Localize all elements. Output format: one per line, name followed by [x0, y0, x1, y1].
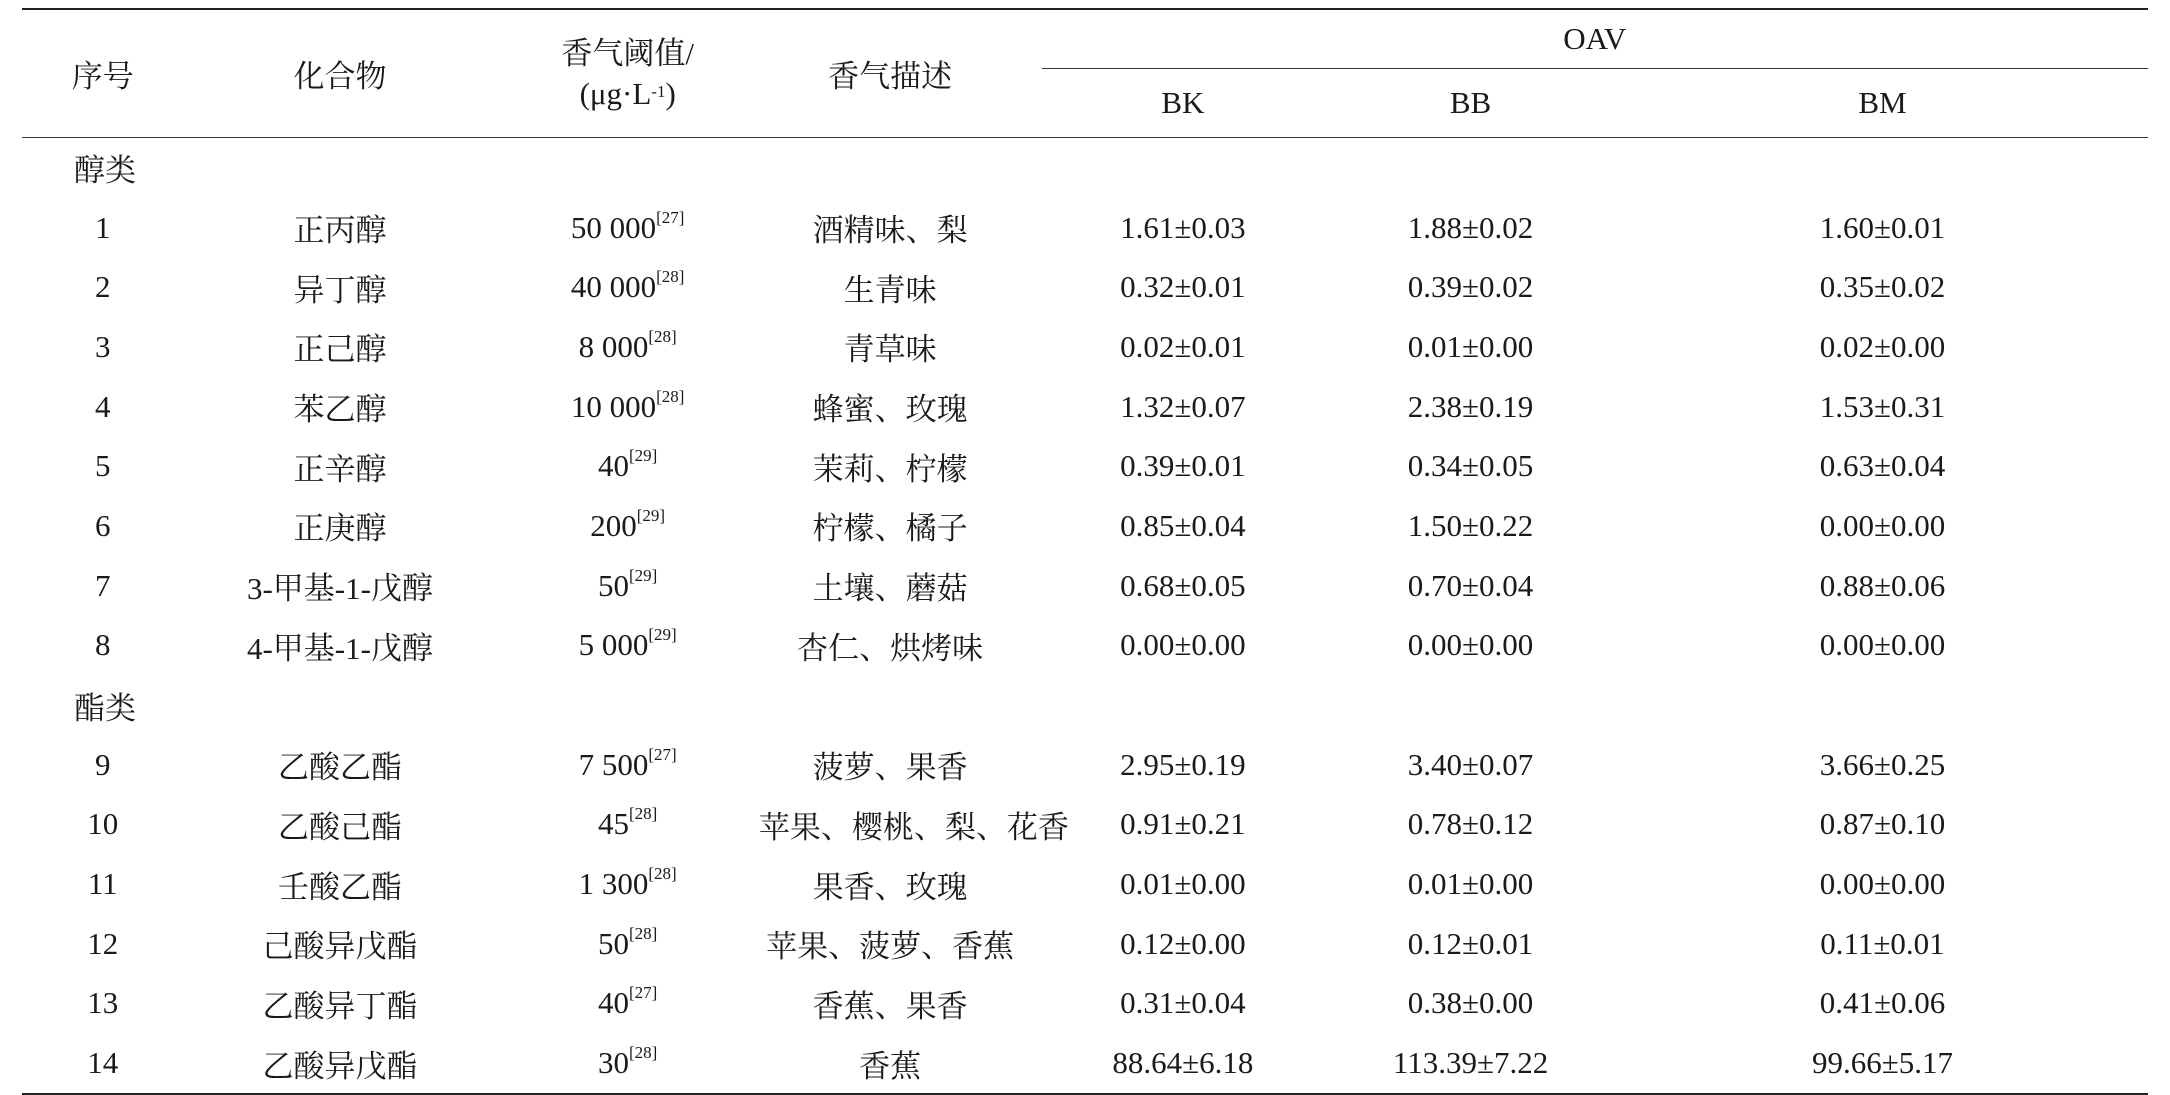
header-threshold: [496, 9, 758, 138]
cell-bk: 0.31±0.04: [1120, 985, 1246, 1021]
cell-bm: 1.53±0.31: [1819, 388, 1946, 424]
table-row: [22, 616, 2148, 676]
table-row: [22, 556, 2148, 616]
cell-bm: 0.00±0.00: [1819, 866, 1946, 902]
table-header: [22, 9, 2148, 138]
cell-aroma: 香蕉、果香: [812, 988, 968, 1024]
threshold-value: 8 000: [578, 328, 649, 364]
threshold-reference: [29]: [629, 565, 658, 585]
cell-bk: 0.68±0.05: [1120, 567, 1246, 603]
cell-bk: 0.12±0.00: [1120, 925, 1246, 961]
cell-threshold: [496, 914, 758, 974]
cell-compound: 乙酸己酯: [277, 809, 402, 845]
group-label: 醇类: [74, 153, 136, 189]
cell-spacer: [1021, 436, 1041, 496]
header-threshold-line2: [496, 74, 758, 114]
cell-bk: 0.85±0.04: [1120, 507, 1246, 543]
header-threshold-close: ): [665, 75, 676, 111]
cell-bm: 99.66±5.17: [1617, 1033, 2148, 1094]
cell-index: 1: [95, 209, 111, 245]
header-bb: BB: [1324, 69, 1617, 138]
cell-aroma: 香蕉: [759, 1033, 1021, 1094]
cell-bb: 0.01±0.00: [1407, 328, 1534, 364]
cell-bm: 0.35±0.02: [1819, 269, 1946, 305]
table-row: [22, 496, 2148, 556]
cell-bk: 0.01±0.00: [1120, 866, 1246, 902]
cell-spacer: [1021, 616, 1041, 676]
group-label: 酯类: [74, 690, 136, 726]
threshold-reference: [28]: [656, 267, 685, 287]
cell-spacer: [1021, 496, 1041, 556]
cell-index: 7: [95, 567, 111, 603]
cell-bk: 0.39±0.01: [1120, 448, 1246, 484]
threshold-value: 45: [598, 806, 630, 842]
cell-index: 2: [95, 269, 111, 305]
table-row: [22, 377, 2148, 437]
cell-index: 3: [95, 328, 111, 364]
threshold-reference: [28]: [648, 864, 677, 884]
cell-aroma: 蜂蜜、玫瑰: [812, 392, 968, 428]
cell-compound: 3-甲基-1-戊醇: [246, 571, 433, 607]
cell-bm: 0.00±0.00: [1819, 507, 1946, 543]
header-oav: OAV: [1042, 9, 2148, 69]
threshold-value: 5 000: [578, 627, 649, 663]
table-row: [22, 198, 2148, 258]
group-filler: [496, 675, 2148, 735]
cell-bb: 3.40±0.07: [1407, 746, 1534, 782]
cell-index: 8: [95, 627, 111, 663]
cell-index: 9: [95, 746, 111, 782]
cell-bb: 113.39±7.22: [1324, 1033, 1617, 1094]
table-row: [22, 914, 2148, 974]
threshold-value: 40: [598, 985, 630, 1021]
header-threshold-unit: (μg·L: [579, 75, 652, 111]
threshold-value: 1 300: [578, 866, 649, 902]
header-index: 序号: [22, 9, 184, 138]
cell-spacer: [1021, 1033, 1041, 1094]
cell-spacer: [1021, 974, 1041, 1034]
cell-index: 5: [95, 448, 111, 484]
cell-compound: 正己醇: [293, 332, 387, 368]
header-bk: BK: [1042, 69, 1325, 138]
threshold-reference: [28]: [648, 326, 677, 346]
threshold-value: 30: [598, 1045, 630, 1081]
cell-threshold: [496, 795, 758, 855]
group-row: [22, 675, 2148, 735]
cell-aroma: 酒精味、梨: [812, 213, 968, 249]
threshold-value: 10 000: [570, 388, 657, 424]
cell-compound: 正辛醇: [293, 451, 387, 487]
threshold-reference: [27]: [629, 983, 658, 1003]
threshold-value: 40 000: [570, 269, 657, 305]
cell-bm: 0.87±0.10: [1819, 806, 1946, 842]
cell-bb: 2.38±0.19: [1407, 388, 1534, 424]
cell-threshold: [496, 257, 758, 317]
cell-aroma: 土壤、蘑菇: [812, 571, 968, 607]
header-threshold-line1: 香气阈值/: [561, 35, 694, 71]
cell-threshold: [496, 436, 758, 496]
cell-bb: 0.78±0.12: [1407, 806, 1534, 842]
cell-bb: 0.39±0.02: [1407, 269, 1534, 305]
threshold-reference: [29]: [629, 446, 658, 466]
cell-compound: 乙酸异戊酯: [184, 1033, 497, 1094]
threshold-value: 50: [598, 567, 630, 603]
cell-index: 10: [87, 806, 119, 842]
cell-aroma: 茉莉、柠檬: [812, 451, 968, 487]
cell-spacer: [1021, 556, 1041, 616]
cell-threshold: [496, 317, 758, 377]
oav-table-container: [22, 8, 2148, 1095]
cell-index: 4: [95, 388, 111, 424]
cell-compound: 苯乙醇: [293, 392, 387, 428]
cell-compound: 正庚醇: [293, 511, 387, 547]
cell-threshold: [496, 974, 758, 1034]
cell-bm: 3.66±0.25: [1819, 746, 1946, 782]
cell-spacer: [1021, 377, 1041, 437]
cell-aroma: 果香、玫瑰: [812, 869, 968, 905]
cell-bb: 1.88±0.02: [1407, 209, 1534, 245]
cell-aroma: 青草味: [843, 332, 937, 368]
cell-spacer: [1021, 257, 1041, 317]
cell-threshold: [496, 854, 758, 914]
cell-bm: 0.11±0.01: [1820, 925, 1945, 961]
cell-bb: 1.50±0.22: [1407, 507, 1534, 543]
cell-threshold: [496, 496, 758, 556]
table-row: [22, 257, 2148, 317]
cell-threshold: [496, 616, 758, 676]
cell-threshold: [496, 556, 758, 616]
cell-aroma: 生青味: [843, 272, 937, 308]
table-row: [22, 317, 2148, 377]
cell-index: 11: [87, 866, 118, 902]
cell-bk: 88.64±6.18: [1042, 1033, 1325, 1094]
cell-compound: 己酸异戊酯: [262, 929, 418, 965]
threshold-value: 40: [598, 448, 630, 484]
cell-spacer: [1021, 854, 1041, 914]
cell-bb: 0.01±0.00: [1407, 866, 1534, 902]
table-row: [22, 974, 2148, 1034]
cell-compound: 乙酸乙酯: [277, 750, 402, 786]
group-row: [22, 138, 2148, 198]
threshold-value: 50 000: [570, 209, 657, 245]
threshold-reference: [27]: [648, 744, 677, 764]
threshold-reference: [27]: [656, 207, 685, 227]
table-row: [22, 436, 2148, 496]
cell-bm: 0.63±0.04: [1819, 448, 1946, 484]
cell-threshold: [496, 735, 758, 795]
cell-index: 13: [87, 985, 119, 1021]
cell-bm: 0.00±0.00: [1819, 627, 1946, 663]
cell-bk: 0.00±0.00: [1120, 627, 1246, 663]
cell-bm: 1.60±0.01: [1819, 209, 1946, 245]
cell-aroma: 苹果、樱桃、梨、花香: [758, 809, 1069, 845]
header-bm: BM: [1617, 69, 2148, 138]
cell-bk: 1.32±0.07: [1120, 388, 1246, 424]
cell-bm: 0.88±0.06: [1819, 567, 1946, 603]
cell-compound: 异丁醇: [293, 272, 387, 308]
cell-bm: 0.41±0.06: [1819, 985, 1946, 1021]
header-spacer: [1021, 9, 1041, 138]
table-row: [22, 1033, 2148, 1094]
cell-bb: 0.70±0.04: [1407, 567, 1534, 603]
cell-compound: 壬酸乙酯: [277, 869, 402, 905]
cell-bk: 0.02±0.01: [1120, 328, 1246, 364]
cell-bb: 0.38±0.00: [1407, 985, 1534, 1021]
cell-spacer: [1021, 914, 1041, 974]
cell-aroma: 苹果、菠萝、香蕉: [766, 929, 1015, 965]
table-row: [22, 854, 2148, 914]
cell-bb: 0.00±0.00: [1407, 627, 1534, 663]
cell-compound: 正丙醇: [293, 213, 387, 249]
cell-bk: 1.61±0.03: [1120, 209, 1246, 245]
cell-index: 12: [87, 925, 119, 961]
threshold-reference: [29]: [636, 505, 666, 525]
cell-threshold: [496, 377, 758, 437]
threshold-reference: [28]: [629, 804, 658, 824]
group-filler: [496, 138, 2148, 198]
threshold-reference: [28]: [629, 923, 658, 943]
cell-bb: 0.34±0.05: [1407, 448, 1534, 484]
cell-bk: 2.95±0.19: [1120, 746, 1246, 782]
cell-aroma: 杏仁、烘烤味: [797, 630, 984, 666]
threshold-reference: [29]: [648, 625, 677, 645]
cell-compound: 乙酸异丁酯: [262, 988, 418, 1024]
threshold-value: 200: [590, 507, 637, 543]
cell-bm: 0.02±0.00: [1819, 328, 1946, 364]
table-row: [22, 795, 2148, 855]
cell-spacer: [1021, 317, 1041, 377]
cell-bk: 0.32±0.01: [1120, 269, 1246, 305]
table-body: [22, 138, 2148, 1095]
cell-threshold: [496, 1033, 758, 1094]
cell-compound: 4-甲基-1-戊醇: [246, 630, 433, 666]
threshold-reference: [28]: [656, 386, 685, 406]
header-aroma: 香气描述: [759, 9, 1021, 138]
cell-aroma: 菠萝、果香: [812, 750, 968, 786]
threshold-value: 50: [598, 925, 630, 961]
header-compound: 化合物: [184, 9, 497, 138]
oav-table: [22, 8, 2148, 1095]
threshold-reference: [28]: [629, 1043, 658, 1063]
cell-threshold: [496, 198, 758, 258]
header-threshold-sup: -1: [651, 81, 666, 101]
cell-spacer: [1021, 735, 1041, 795]
cell-index: 14: [22, 1033, 184, 1094]
threshold-value: 7 500: [578, 746, 649, 782]
cell-aroma: 柠檬、橘子: [812, 511, 968, 547]
cell-bb: 0.12±0.01: [1407, 925, 1534, 961]
cell-bk: 0.91±0.21: [1120, 806, 1246, 842]
cell-spacer: [1021, 198, 1041, 258]
table-row: [22, 735, 2148, 795]
cell-index: 6: [95, 507, 111, 543]
